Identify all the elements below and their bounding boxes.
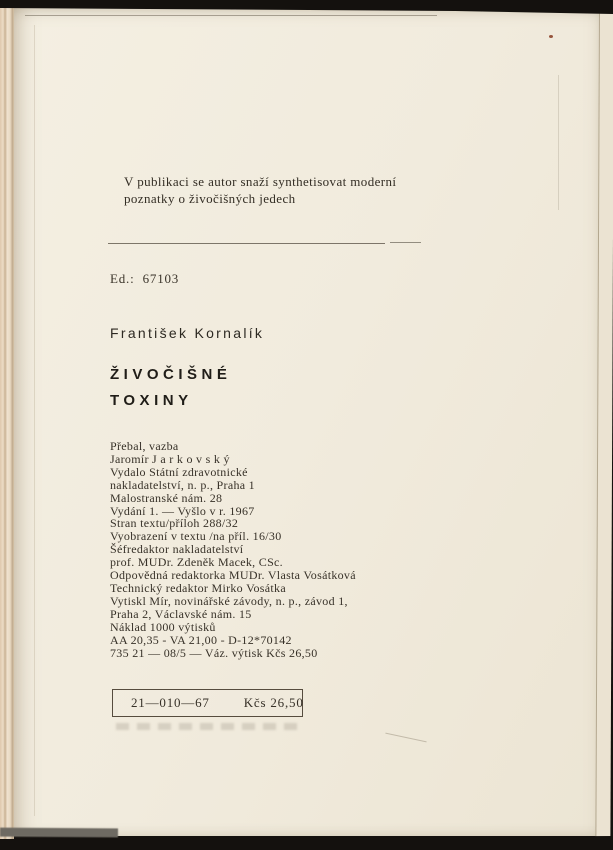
imprint-line: Náklad 1000 výtisků [110,619,216,634]
horizontal-rule [108,243,385,244]
imprint-line: Vytiskl Mír, novinářské závody, n. p., závod 1, [110,593,348,608]
book-title [110,362,231,414]
page-curvature-line [34,25,35,816]
imprint-line: Vydání 1. — Vyšlo v r. 1967 [110,503,255,518]
edition-code: Ed.: 67103 [110,271,180,286]
imprint-line: Jaromír J a r k o v s k ý [110,451,230,466]
dust-jacket-blurb [124,173,396,207]
imprint-line: Technický redaktor Mirko Vosátka [110,580,286,595]
blurb-line-1: V publikaci se autor snaží synthetisovat moderní [124,174,397,189]
show-through-smudge [116,723,304,730]
paper-speck [549,35,553,38]
book-title-line-1: ŽIVOČIŠNÉ [110,366,232,383]
catalog-code: 21—010—67 [131,695,210,710]
scanned-page [14,7,599,836]
imprint-line: Odpovědná redaktorka MUDr. Vlasta Vosátková [110,568,356,583]
page-edge-hairline [25,15,437,16]
author-name: František Kornalík [110,325,265,341]
book-page-edges [0,6,14,839]
imprint-line: Vyobrazení v textu /na příl. 16/30 [110,529,282,544]
underlying-page-edge [595,8,613,838]
imprint-line: Malostranské nám. 28 [110,490,223,505]
imprint-block [110,440,356,659]
price-value: Kčs 26,50 [243,695,304,710]
page-crease [558,75,559,210]
price-box [112,689,303,717]
imprint-line: Šéfredaktor nakladatelství [110,542,244,557]
imprint-line: Přebal, vazba [110,439,179,453]
imprint-line: 735 21 — 08/5 — Váz. výtisk Kčs 26,50 [110,645,318,660]
blurb-line-2: poznatky o živočišných jedech [124,191,296,206]
imprint-line: Stran textu/příloh 288/32 [110,516,239,531]
book-title-line-2: TOXINY [110,392,193,409]
imprint-line: prof. MUDr. Zdeněk Macek, CSc. [110,555,283,570]
imprint-line: Praha 2, Václavské nám. 15 [110,606,252,621]
imprint-line: AA 20,35 - VA 21,00 - D-12*70142 [110,632,292,647]
imprint-line: Vydalo Státní zdravotnické [110,464,248,479]
book-bottom-shadow [0,828,118,838]
horizontal-rule-segment [390,242,421,243]
imprint-line: nakladatelství, n. p., Praha 1 [110,477,255,492]
paper-scratch [385,733,426,743]
